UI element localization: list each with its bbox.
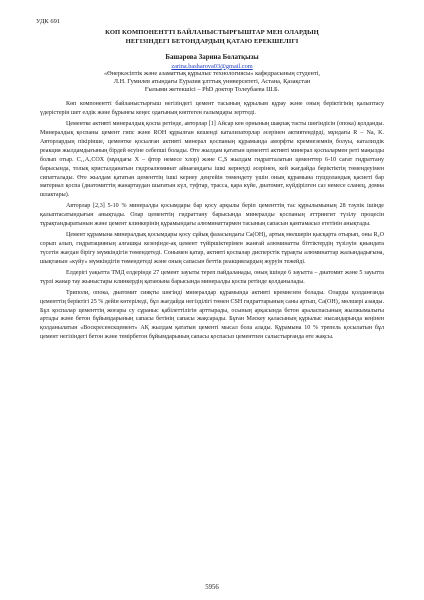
paragraph: Триполи, опока, диатомит сияқты шөгінді минералдар құрамында активті кремнезем болады. Оларды қолданғанда цементтің беріктігі 25 % дейін көтеріледі, бұл жағдайда негізділігі төмен CSH гидраттарының саны артып, Ca(OH)₂ мөлшері азаяды. Бұл қоспалар цементтің жоғары су сұраныс қабілеттілігін арттырады, осының арқасында бетон араласпасының жылжымалығы артады және бетон бұйымдарының сапасы бетінің сапасы жақсарады. Бұған Мәскеу қаласының құрылыс нысандарында кеңінен қолданылатын «Воскресенскцемент» АҚ жылдам қататын цементі мысал бола алады. Құрамына 10 % трепель қосылатын бұл цемент негізіндегі бетон және темірбетон бұйымдарының сапасы қоспасыз цементпен салыстырғанда өте жақсы.: [40, 289, 384, 341]
page-number: 5956: [205, 584, 219, 591]
paper-title: [40, 29, 384, 46]
paragraph: Цементке активті минералдық қоспа ретінде, авторлар [1] Айсар кен орнының шақпақ тасты шөгіндісін (опока) қолданды. Минералдық қоспаны цемент гипс және ROH құрылған кешенді катализаторлар әсерінен активтендірді, мұндағы R – Na, K. Авторлардың пікірінше, цементке қосылған активті минерал қоспаның құрамында аморфты кремнеземнің болуы, катализдік реакция жылдамдығының бірдей өсуіне себепші болады. Өте жылдам қататын цементті активті минерал қоспалармен реті маңызды болып отыр. C₁₁A₇COX (мұндағы X – фтор немесе хлор) және C₃S жылдам гидратталатын цементтер 6-10 сағат гидраттану барысында, толық кристалданатын гидроалюминат айнағандағы ішкі кернеуді әсерінен, кей жағдайда беріктіктің төмендеуімен сипатталады. Өте жылдам қататын цементтің ішкі кернеу деңгейін төмендету үшін оның құрамына пуццоландық қасиеті бар материал қоспа (диатомиттің жанартаудан шығатын күл, туфтар, трасса, қара күйе, диатомит, күйдірілген саз немесе сланец, домна шлактары).: [40, 121, 384, 199]
author-name: Башарова Зарина Болатқызы: [165, 54, 259, 62]
paragraph: Авторлар [2,3] 5-10 % минералды қосымдары бар қосу арқылы беріп цементтің тас құрылымының 28 тәулік ішінде қалыптасатындығын анықтады. Олар цементтің гидраттану барысында минералды қоспаның әттрингит түзілу процесін тұрақтандыратынын және цемент клинкерінің құрамындағы алюминаттармен тасының сапасын қамтамасыз ететінін анықтады.: [40, 203, 384, 228]
title-line-2: НЕГІЗІНДЕГІ БЕТОНДАРДЫҢ ҚАТАЮ ЕРЕКШЕЛІГІ: [125, 37, 299, 45]
title-line-1: КОП КОМПОНЕНТТІ БАЙЛАНЫСТЫРҒЫШТАР МЕН ОЛАРДЫҢ: [105, 29, 319, 36]
body-text: [40, 100, 384, 341]
affiliation-line-2: Л.Н. Гумилев атындағы Еуразия ұлттық университеті, Астана, Қазақстан: [113, 78, 311, 86]
paragraph: Цемент құрамына минералдық қосымдары қосу сұйық фазасындағы Ca(OH)₂ артық мөлшерін қысқарта отырып, оны R₂O сорып алып, гидратацияның алғашқы кезеңінде-ақ цемент түйіршіктерімен жанғай алюминатты біттіктердің түзілуін қиындата түсетін жағдан бірігу мүмкіндігін төмендетеді. Сонымен қатар, активті қоспалар дисперстік тұрақты алюминаттар жалындадығына, шықтанын «күйу» мүмкіндігін төмендетеді және оның сапасын беттік реакциялардың жүруін тежейді.: [40, 232, 384, 265]
udk-code: УДК 691: [36, 18, 61, 25]
author-block: [40, 54, 384, 94]
author-email-link[interactable]: zarina.basharova03@gmail.com: [171, 62, 253, 70]
affiliation-line-1: «Өнеркәсіптік және азаматтық құрылыс технологиясы» кафедрасының студенті,: [103, 70, 320, 78]
paragraph: Көп компонентті байланыстырғыш негізіндегі цемент тасының құрылым құрау және оның беріктігінің қалыптасу үдерістерін шет елдік және бұрынғы кеңес одағының көптеген ғалымдары зерттеді.: [40, 101, 384, 117]
paragraph: Елдерігі уақытта ТМД елдерінде 27 цемент зауыты тереп пайдаланады, оның ішінде 6 зауытта – диатомит және 5 зауытта түрлі жанар тау жыныстары клинкердің қатаюына барысында минералды қоспа ретінде қолданылады.: [40, 269, 384, 285]
supervisor-line: Ғылыми жетекшісі – PhD доктор Толеубаева Ш.Б.: [144, 86, 280, 94]
